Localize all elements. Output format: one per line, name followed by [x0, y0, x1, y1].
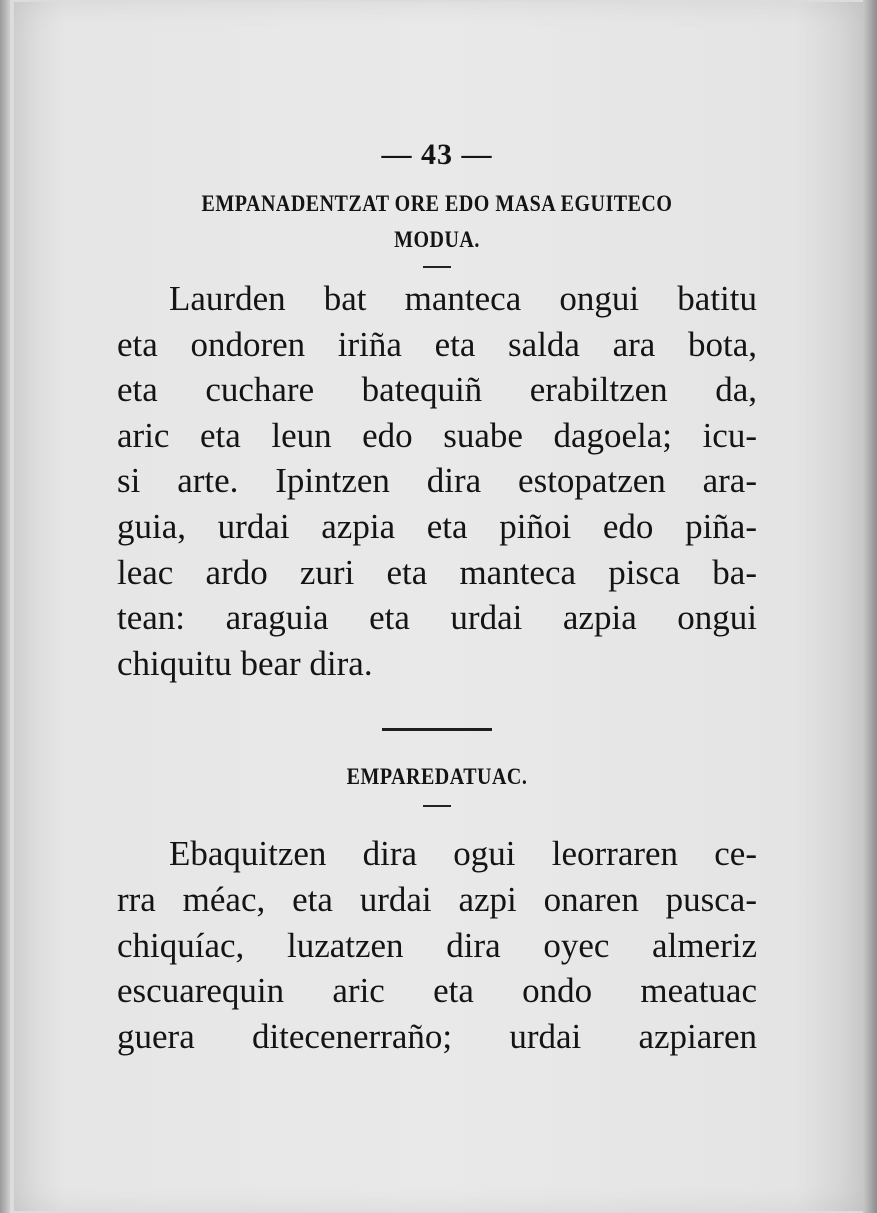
page-edge-right	[863, 0, 877, 1213]
section-empanada	[117, 186, 757, 686]
section-body	[117, 276, 757, 686]
text-line: rra méac, eta urdai azpi onaren pusca-	[117, 879, 757, 919]
text-line: Ebaquitzen dira ogui leorraren ce-	[169, 834, 757, 874]
text-line: eta cuchare batequiñ erabiltzen da,	[117, 370, 757, 410]
section-heading: EMPAREDATUAC.	[346, 764, 528, 790]
text-line: Laurden bat manteca ongui batitu	[169, 279, 757, 318]
page-gutter-left	[0, 0, 10, 1213]
heading-rule	[423, 266, 451, 268]
page-content	[117, 138, 757, 1059]
section-emparedatuac	[117, 759, 757, 1059]
section-divider	[382, 728, 492, 731]
text-line: leac ardo zuri eta manteca pisca ba-	[117, 552, 757, 592]
text-line: si arte. Ipintzen dira estopatzen ara-	[117, 461, 757, 501]
text-line: eta ondoren iriña eta salda ara bota,	[117, 324, 757, 364]
text-line: tean: araguia eta urdai azpia ongui	[117, 598, 757, 638]
text-line: aric eta leun edo suabe dagoela; icu-	[117, 415, 757, 455]
section-heading-line1: EMPANADENTZAT ORE EDO MASA EGUITECO	[201, 191, 673, 217]
heading-rule	[423, 805, 451, 807]
page-number: — 43 —	[381, 138, 493, 171]
text-line: chiquitu bear dira.	[117, 643, 373, 683]
section-heading-line2: MODUA.	[394, 227, 480, 253]
text-line: guia, urdai azpia eta piñoi edo piña-	[117, 506, 757, 546]
section-body	[117, 831, 757, 1059]
text-line: guera ditecenerraño; urdai azpiaren	[117, 1016, 757, 1056]
text-line: chiquíac, luzatzen dira oyec almeriz	[117, 925, 757, 965]
text-line: escuarequin aric eta ondo meatuac	[117, 971, 757, 1011]
